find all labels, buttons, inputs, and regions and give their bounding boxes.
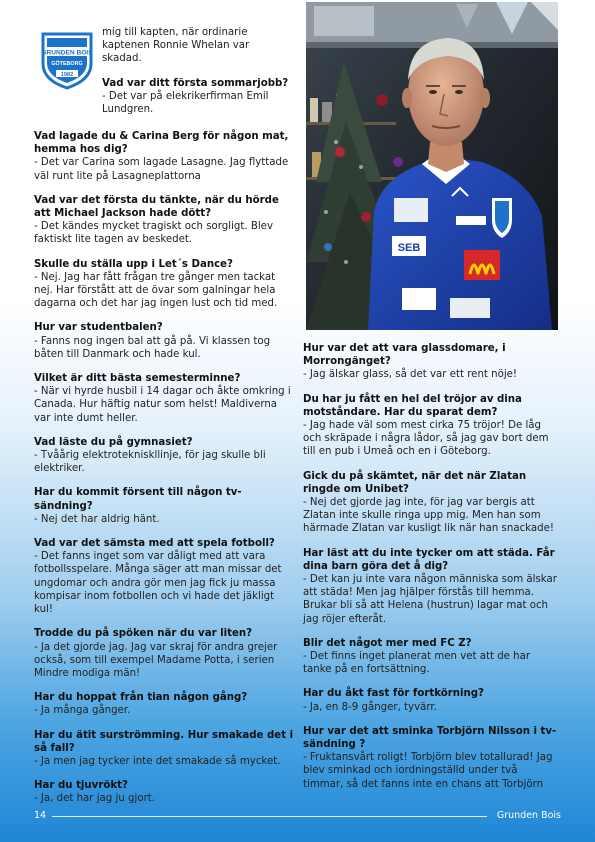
question-text: Har du åkt fast för fortkörning? [303, 688, 484, 700]
answer-text: - Nej. Jag har fått frågan tre gånger men tackat nej. Har förstått att de övar som galningar hela dagarna och det har jag ingen lust och tid med. [34, 271, 278, 310]
question-text: Trodde du på spöken när du var liten? [34, 628, 253, 640]
page-number: 14 [34, 810, 47, 821]
footer-rule [52, 816, 487, 817]
qa-item [34, 321, 296, 361]
answer-text: - Ja, det har jag ju gjort. [34, 793, 155, 805]
answer-text: - Ja många gånger. [34, 705, 131, 717]
question-text: Hur var det att sminka Torbjörn Nilsson i tv-sändning ? [303, 725, 557, 751]
qa-item [34, 194, 296, 247]
question-text: Har du tjuvrökt? [34, 780, 128, 792]
answer-text: - Det var Carina som lagade Lasagne. Jag flyttade väl runt lite på Lasagneplattorna [34, 157, 289, 182]
answer-text: - Nej det har aldrig hänt. [34, 513, 160, 525]
answer-text: - Jag hade väl som mest cirka 75 tröjor! De låg och skräpade i några lådor, så jag gav bort dem till en pub i Umeå och en i Göteborg. [303, 420, 549, 458]
page-footer [34, 810, 561, 824]
logo-city-text: GÖTEBORG [51, 61, 83, 67]
interviewee-photo [306, 2, 558, 330]
question-text: Vad lagade du & Carina Berg för någon mat, hemma hos dig? [34, 131, 289, 156]
answer-text: - Det var på elekrikerfirman Emil Lundgren. [102, 90, 269, 116]
question-text: Har du kommit försent till någon tv- sändning? [34, 487, 242, 512]
qa-item [102, 77, 292, 117]
qa-item [34, 537, 296, 616]
question-text: Hur var det att vara glassdomare, i Morrongänget? [303, 343, 506, 368]
question-text: Vilket är ditt bästa semesterminne? [34, 373, 241, 385]
qa-item [303, 637, 561, 677]
question-text: Har du ätit surströmming. Hur smakade det i så fall? [34, 729, 294, 754]
question-text: Vad var det första du tänkte, när du hörde att Michael Jackson hade dött? [34, 194, 279, 220]
qa-item [34, 436, 296, 476]
qa-item [34, 372, 296, 425]
logo-year-text: 1982 [60, 71, 74, 78]
answer-text: - Det kan ju inte vara någon människa som älskar att städa! Men jag hjälper förstås till hemma. Brukar bli så att Helena (hustrun) lagar mat och jag röjer efteråt. [303, 574, 557, 625]
answer-text: - Fanns nog ingen bal att gå på. Vi klassen tog båten till Danmark och hade kul. [34, 335, 271, 360]
question-text: Blir det något mer med FC Z? [303, 637, 472, 649]
question-text: Har läst att du inte tycker om att städa. Får dina barn göra det å dig? [303, 547, 555, 572]
intro-continuation-text: mig till kapten, när ordinarie kaptenen Ronnie Whelan var skadad. [102, 27, 250, 65]
question-text: Vad var ditt första sommarjobb? [102, 77, 289, 89]
answer-text: - Det kändes mycket tragiskt och sorgligt. Blev faktiskt lite tagen av beskedet. [34, 221, 273, 246]
answer-text: - Jag älskar glass, så det var ett rent nöje! [303, 369, 518, 381]
grunden-bois-logo [39, 30, 95, 90]
left-qa-column [34, 130, 296, 817]
answer-text: - Det fanns inget som var dåligt med att vara fotbollsspelare. Många säger att man missar det ungdomar och andra gör men jag fick ju massa kompisar inom fotbollen och vi hade det jäkligt kul! [34, 551, 282, 616]
intro-text-block [102, 26, 292, 127]
question-text: Vad läste du på gymnasiet? [34, 436, 193, 448]
qa-item [34, 486, 296, 526]
qa-item [303, 547, 561, 626]
answer-text: - Tvåårig elektrotekniskllinje, för jag skulle bli elektriker. [34, 450, 266, 475]
answer-text: - Fruktansvårt roligt! Torbjörn blev totallurad! Jag blev sminkad och iordningställd under två timmar, så det fanns inte en chans att Torbjörn [303, 752, 553, 790]
question-text: Gick du på skämtet, när det när Zlatan ringde om Unibet? [303, 470, 527, 495]
qa-item [303, 687, 561, 713]
answer-text: - Det finns inget planerat men vet att de har tanke på en fortsättning. [303, 651, 531, 676]
answer-text: - Ja, en 8-9 gånger, tyvärr. [303, 701, 437, 713]
answer-text: - Nej det gjorde jag inte, för jag var bergis att Zlatan inte skulle ringa upp mig. Men han som härmade Zlatan var kusligt lik när han snackade! [303, 497, 554, 535]
qa-item [303, 725, 561, 791]
question-text: Hur var studentbalen? [34, 322, 163, 334]
qa-item [34, 258, 296, 311]
question-text: Skulle du ställa upp i Let´s Dance? [34, 258, 233, 270]
qa-item [34, 691, 296, 717]
qa-item [303, 470, 561, 536]
qa-item [303, 342, 561, 382]
question-text: Vad var det sämsta med att spela fotboll? [34, 538, 275, 550]
answer-text: - Ja men jag tycker inte det smakade så mycket. [34, 755, 281, 767]
answer-text: - Ja det gjorde jag. Jag var skraj för andra grejer också, som till exempel Madame Potta, i serien Mindre modiga män! [34, 641, 278, 679]
question-text: Har du hoppat från tian någon gång? [34, 692, 248, 704]
question-text: Du har ju fått en hel del tröjor av dina motståndare. Har du sparat dem? [303, 393, 522, 418]
magazine-name: Grunden Bois [496, 810, 561, 821]
right-qa-column [303, 342, 561, 802]
logo-name-text: GRUNDEN BOIS [41, 49, 93, 57]
qa-item [34, 130, 296, 183]
qa-item [34, 729, 296, 769]
qa-item [303, 393, 561, 459]
svg-text:SEB: SEB [397, 242, 421, 254]
answer-text: - När vi hyrde husbil i 14 dagar och åkte omkring i Canada. Hur häftig natur som helst! Maldiverna var inte dumt heller. [34, 386, 291, 424]
qa-item [34, 779, 296, 805]
qa-item [34, 627, 296, 680]
